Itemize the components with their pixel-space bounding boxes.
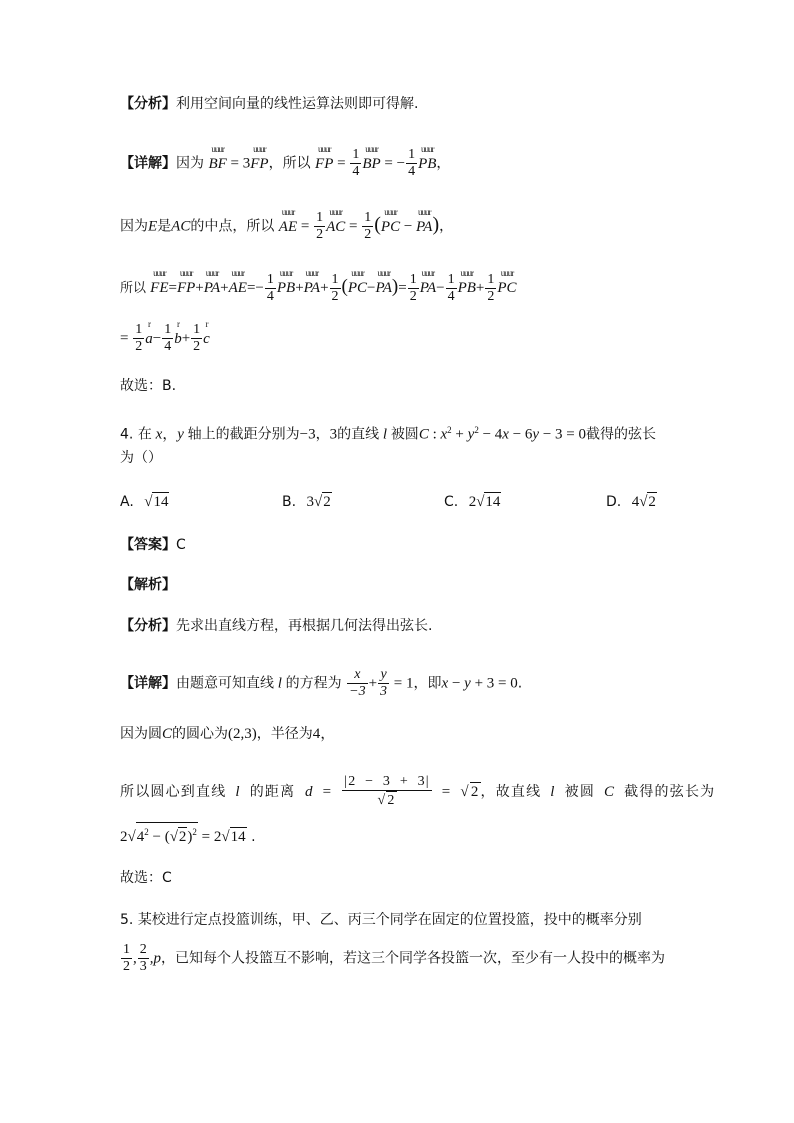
- fraction: $\frac{1}{2}$: [364, 210, 372, 242]
- detail-line-4: = $\frac{1}{2}$ r a− $\frac{1}{4}$ r b+ $\frac{1}{2}$ r c: [120, 318, 210, 354]
- fraction: $\frac{|2 - 3 + 3|}{√2}$: [344, 774, 430, 808]
- math-E: E: [148, 218, 158, 235]
- fraction: $\frac{2}{3}$: [139, 942, 147, 974]
- fraction: $\frac{1}{4}$: [408, 147, 416, 179]
- math-vector: uuur PA: [203, 268, 221, 296]
- math-vector: uuur PC: [497, 268, 517, 296]
- analysis-tag: 【分析】: [120, 96, 176, 112]
- detail-text: 被圆: [564, 784, 596, 800]
- detail-text: 所以: [120, 281, 147, 296]
- math-vector: uuur PB: [276, 268, 296, 296]
- question-text: 的直线: [337, 426, 380, 443]
- question-5-line-2: $\frac{1}{2}$ , $\frac{2}{3}$ ,p，已知每个人投篮互不影响，若这三个同学各投篮一次，至少有一人投中的概率为: [123, 942, 665, 974]
- detail-tag: 【详解】: [120, 155, 176, 172]
- question-number: 5.: [120, 912, 134, 928]
- math-vector: uuur PB: [418, 143, 437, 172]
- option-coef: 3: [306, 494, 315, 510]
- answer-line: [120, 535, 186, 555]
- math-vector: uuur PA: [416, 206, 433, 235]
- math-vector: uuur FE: [150, 268, 169, 296]
- detail-line-5: 【详解】由题意可知直线 l 的方程为 $\frac{x}{-3}$ + $\frac{y}{3}$ = 1，即x − y + 3 = 0.: [120, 667, 523, 699]
- math-vector: r c: [203, 318, 210, 347]
- detail-text: ，半径为: [256, 726, 313, 742]
- question-number: 4.: [120, 426, 134, 443]
- question-text: 某校进行定点投篮训练，甲、乙、丙三个同学在固定的位置投篮，投中的概率分别: [137, 912, 642, 928]
- analysis-text: 利用空间向量的线性运算法则即可得解.: [176, 96, 419, 112]
- fraction: $\frac{1}{4}$: [352, 147, 360, 179]
- math-vector: uuur BF: [208, 143, 227, 172]
- math-AC: AC: [171, 218, 191, 235]
- analysis-line-1: [120, 94, 418, 114]
- answer-value: C: [176, 537, 186, 553]
- fraction: $\frac{1}{2}$: [316, 210, 324, 242]
- question-4-line-1: 4. 在 x，y 轴上的截距分别为−3，3的直线 l 被圆C : $x^2 + y^2 - 4x - 6y - 3 = 0$截得的弦长: [120, 425, 657, 443]
- detail-line-6: [120, 724, 335, 744]
- analysis-text: 先求出直线方程，再根据几何法得出弦长.: [176, 618, 433, 634]
- math-vector: uuur PA: [375, 268, 392, 296]
- detail-text: ，即: [413, 675, 442, 692]
- option-label: C.: [444, 494, 459, 510]
- fraction: $\frac{1}{2}$: [331, 272, 339, 304]
- detail-tag: 【详解】: [120, 675, 176, 692]
- math-vector: uuur PC: [380, 206, 401, 235]
- math-vector: uuur PA: [303, 268, 321, 296]
- fraction: $\frac{1}{2}$: [123, 942, 130, 974]
- fraction: $\frac{y}{3}$: [380, 667, 388, 699]
- detail-line-1: 【详解】因为 uuur BF = 3 uuur FP，所以 uuur FP = $\frac{1}{4}$ uuur BP = − $\frac{1}{4}$ uuur PB，: [120, 143, 451, 179]
- option-label: D.: [606, 494, 622, 510]
- detail-text: 因为: [120, 218, 148, 235]
- radius-value: 4，: [312, 726, 336, 742]
- jiexi-tag: 【解析】: [120, 577, 176, 593]
- analysis-tag: 【分析】: [120, 618, 176, 634]
- detail-text: 因为: [176, 155, 204, 172]
- detail-line-8: $2√4^2 - (√2)^2 = 2√14$ .: [120, 822, 256, 847]
- math-vector: uuur FP: [176, 268, 196, 296]
- fraction: $\frac{1}{2}$: [487, 272, 495, 304]
- math-vector: uuur PB: [457, 268, 476, 296]
- option-value: 14: [485, 494, 501, 510]
- fraction: $\frac{1}{4}$: [164, 322, 172, 354]
- math-C: C: [162, 726, 173, 742]
- conclusion-1: 故选：B.: [120, 378, 177, 394]
- detail-text: 因为圆: [120, 726, 162, 742]
- option-b[interactable]: B. 3√2: [282, 494, 331, 510]
- math-vector: uuur PA: [419, 268, 437, 296]
- answer-tag: 【答案】: [120, 537, 176, 553]
- math-point: (2,3): [228, 726, 257, 742]
- fraction: $\frac{1}{4}$: [447, 272, 455, 304]
- fraction: $\frac{x}{-3}$: [349, 667, 366, 699]
- question-5-line-1: [120, 910, 642, 930]
- question-text: 截得的弦长: [586, 426, 657, 443]
- detail-text: 是: [157, 218, 172, 235]
- fraction: $\frac{1}{2}$: [135, 322, 143, 354]
- fraction: $\frac{1}{2}$: [409, 272, 417, 304]
- option-c[interactable]: C. 2√14: [444, 494, 501, 510]
- question-text: ，已知每个人投篮互不影响，若这三个同学各投篮一次，至少有一人投中的概率为: [161, 950, 665, 967]
- fraction: $\frac{1}{4}$: [266, 272, 274, 304]
- math-vector: uuur AE: [228, 268, 247, 296]
- math-vector: uuur FP: [250, 143, 269, 172]
- math-vector: r b: [174, 318, 182, 347]
- option-coef: 2: [468, 494, 477, 510]
- question-text: 在: [137, 426, 152, 443]
- detail-line-2: 因为E是AC的中点，所以 uuur AE = $\frac{1}{2}$ uuur AC = $\frac{1}{2}$ ( uuur PC − uuur PA)，: [120, 206, 454, 242]
- detail-text: 由题意可知直线: [176, 675, 274, 692]
- math-vector: uuur BP: [362, 143, 381, 172]
- math-vector: uuur AC: [326, 206, 346, 235]
- detail-text: 的圆心为: [172, 726, 229, 742]
- fraction: $\frac{1}{2}$: [193, 322, 201, 354]
- option-a[interactable]: A. √14: [120, 494, 169, 510]
- detail-text: ，故直线: [480, 784, 542, 800]
- option-value: 2: [323, 494, 331, 510]
- detail-line-3: 所以 uuur FE= uuur FP+ uuur PA+ uuur AE=− $\frac{1}{4}$ uuur PB+ uuur PA+ $\frac{1}{2}$ ( uuur PC− uuur PA)= $\frac{1}{2}$ uuur PA− $\frac{1}{4}$ uuur PB+ $\frac{1}{2}$ uuur PC: [120, 268, 517, 304]
- option-value: 14: [153, 494, 169, 510]
- detail-text: 所以圆心到直线: [120, 784, 227, 800]
- detail-text: 截得的弦长为: [624, 784, 716, 800]
- math-vector: uuur FP: [315, 143, 334, 172]
- option-d[interactable]: D. 4√2: [606, 494, 656, 510]
- math-vector: r a: [145, 318, 153, 347]
- detail-text: 的中点，所以: [190, 218, 275, 235]
- detail-text: 的方程为: [285, 675, 342, 692]
- question-4-line-2: 为（）: [120, 450, 162, 466]
- analysis-line-2: [120, 616, 432, 636]
- detail-text: 的距离: [249, 784, 296, 800]
- question-text: 轴上的截距分别为: [187, 426, 300, 443]
- option-label: A.: [120, 494, 134, 510]
- math-vector: uuur PC: [347, 268, 368, 296]
- detail-text: ，所以: [268, 155, 311, 172]
- option-value: 2: [648, 494, 656, 510]
- jiexi-line: [120, 575, 176, 595]
- detail-line-7: 所以圆心到直线 l 的距离 d = $\frac{|2 - 3 + 3|}{√2}$ = √2，故直线 l 被圆 C 截得的弦长为: [120, 774, 716, 808]
- math-vector: uuur AE: [278, 206, 298, 235]
- option-label: B.: [282, 494, 297, 510]
- question-text: 被圆: [390, 426, 419, 443]
- conclusion-2: 故选：C: [120, 870, 172, 886]
- option-coef: 4: [631, 494, 640, 510]
